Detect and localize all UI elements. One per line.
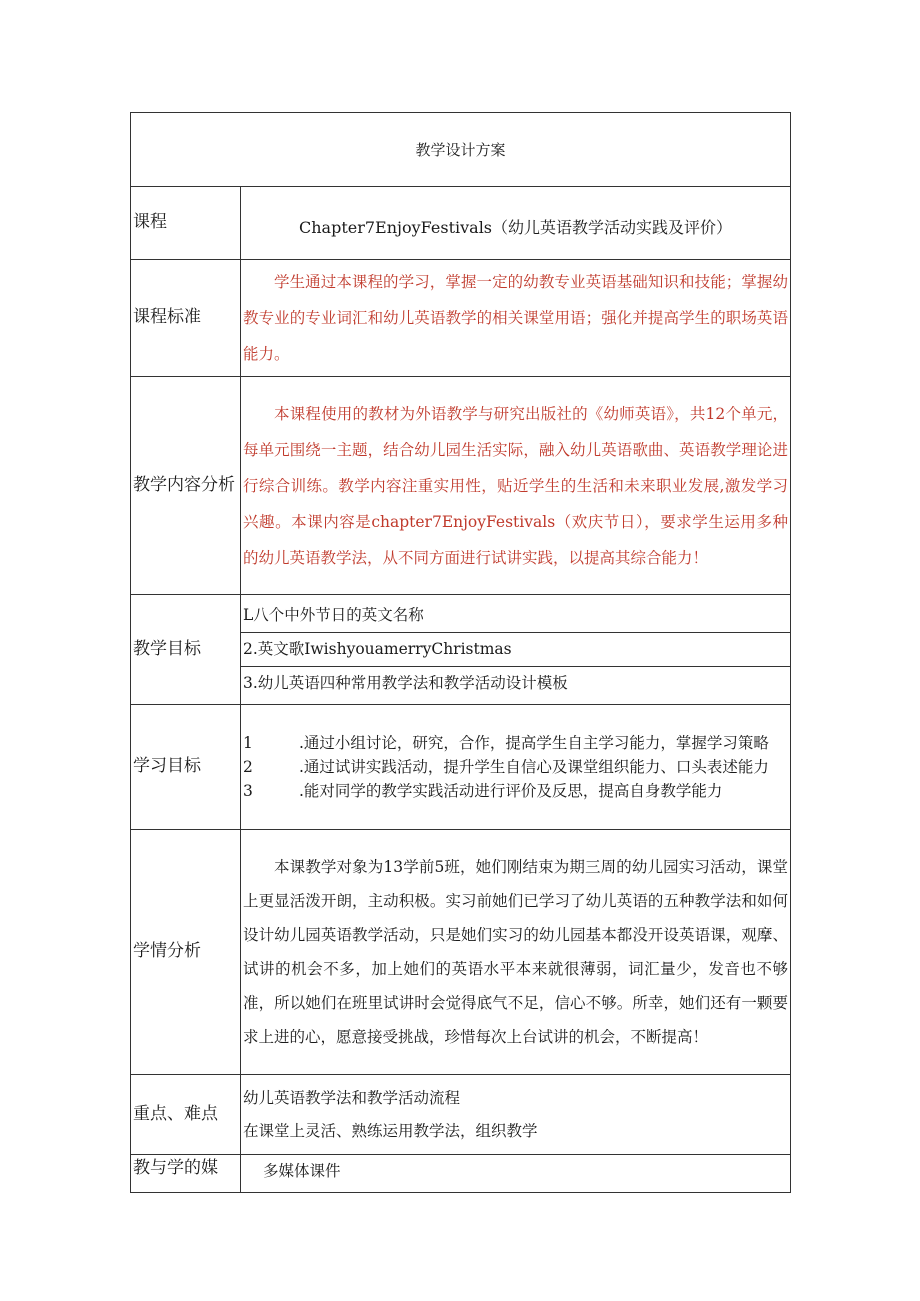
- student-analysis-row: [131, 830, 791, 1075]
- standard-row: [131, 260, 791, 377]
- key-point-item: 幼儿英语教学法和教学活动流程: [243, 1088, 461, 1107]
- teaching-goals-label: 教学目标: [131, 595, 241, 705]
- student-analysis-label: 学情分析: [131, 830, 241, 1075]
- course-value: Chapter7EnjoyFestivals（幼儿英语教学活动实践及评价）: [241, 187, 791, 260]
- teaching-goal-item: 3.幼儿英语四种常用教学法和教学活动设计模板: [241, 666, 790, 700]
- learning-goal-item: [241, 755, 790, 779]
- course-row: [131, 187, 791, 260]
- learning-goal-number: 2: [243, 758, 253, 776]
- content-label: 教学内容分析: [131, 377, 241, 595]
- content-row: [131, 377, 791, 595]
- learning-goal-number: 3: [243, 782, 253, 800]
- teaching-goals-list: [241, 595, 791, 705]
- teaching-goal-item: 2.英文歌IwishyouamerryChristmas: [241, 632, 790, 666]
- student-analysis-value: 本课教学对象为13学前5班，她们刚结束为期三周的幼儿园实习活动，课堂上更显活泼开朗，主动积极。实习前她们已学习了幼儿英语的五种教学法和如何设计幼儿园英语教学活动，只是她们实习的幼儿园基本都没开设英语课，观摩、试讲的机会不多，加上她们的英语水平本来就很薄弱，词汇量少，发音也不够准，所以她们在班里试讲时会觉得底气不足，信心不够。所幸，她们还有一颗要求上进的心，愿意接受挑战，珍惜每次上台试讲的机会，不断提高！: [241, 830, 791, 1075]
- key-points-list: [241, 1075, 791, 1155]
- media-row: [131, 1155, 791, 1193]
- key-points-label: 重点、难点: [131, 1075, 241, 1155]
- learning-goal-number: 1: [243, 734, 253, 752]
- content-value: 本课程使用的教材为外语教学与研究出版社的《幼师英语》，共12个单元，每单元围绕一主题，结合幼儿园生活实际，融入幼儿英语歌曲、英语教学理论进行综合训练。教学内容注重实用性，贴近学生的生活和未来职业发展,激发学习兴趣。本课内容是chapter7EnjoyFestivals（欢庆节日），要求学生运用多种的幼儿英语教学法，从不同方面进行试讲实践，以提高其综合能力！: [241, 377, 791, 595]
- course-label: 课程: [131, 187, 241, 260]
- key-point-item: 在课堂上灵活、熟练运用教学法，组织教学: [243, 1121, 538, 1140]
- media-value: 多媒体课件: [241, 1155, 791, 1193]
- learning-goals-label: 学习目标: [131, 705, 241, 830]
- standard-value: 学生通过本课程的学习，掌握一定的幼教专业英语基础知识和技能；掌握幼教专业的专业词汇和幼儿英语教学的相关课堂用语；强化并提高学生的职场英语能力。: [241, 260, 791, 377]
- learning-goal-item: [241, 779, 790, 803]
- title-row: [131, 113, 791, 187]
- standard-label: 课程标准: [131, 260, 241, 377]
- learning-goal-text: .通过试讲实践活动，提升学生自信心及课堂组织能力、口头表述能力: [299, 758, 769, 776]
- teaching-goals-row: [131, 595, 791, 705]
- learning-goal-text: .能对同学的教学实践活动进行评价及反思，提高自身教学能力: [299, 782, 723, 800]
- lesson-plan-table: [130, 112, 791, 1193]
- document-title: 教学设计方案: [131, 113, 791, 187]
- key-points-row: [131, 1075, 791, 1155]
- learning-goals-list: [241, 705, 791, 830]
- learning-goal-item: [241, 731, 790, 755]
- learning-goal-text: .通过小组讨论，研究，合作，提高学生自主学习能力，掌握学习策略: [299, 734, 769, 752]
- teaching-goal-item: L八个中外节日的英文名称: [243, 606, 424, 624]
- learning-goals-row: [131, 705, 791, 830]
- media-label: 教与学的媒: [131, 1155, 241, 1193]
